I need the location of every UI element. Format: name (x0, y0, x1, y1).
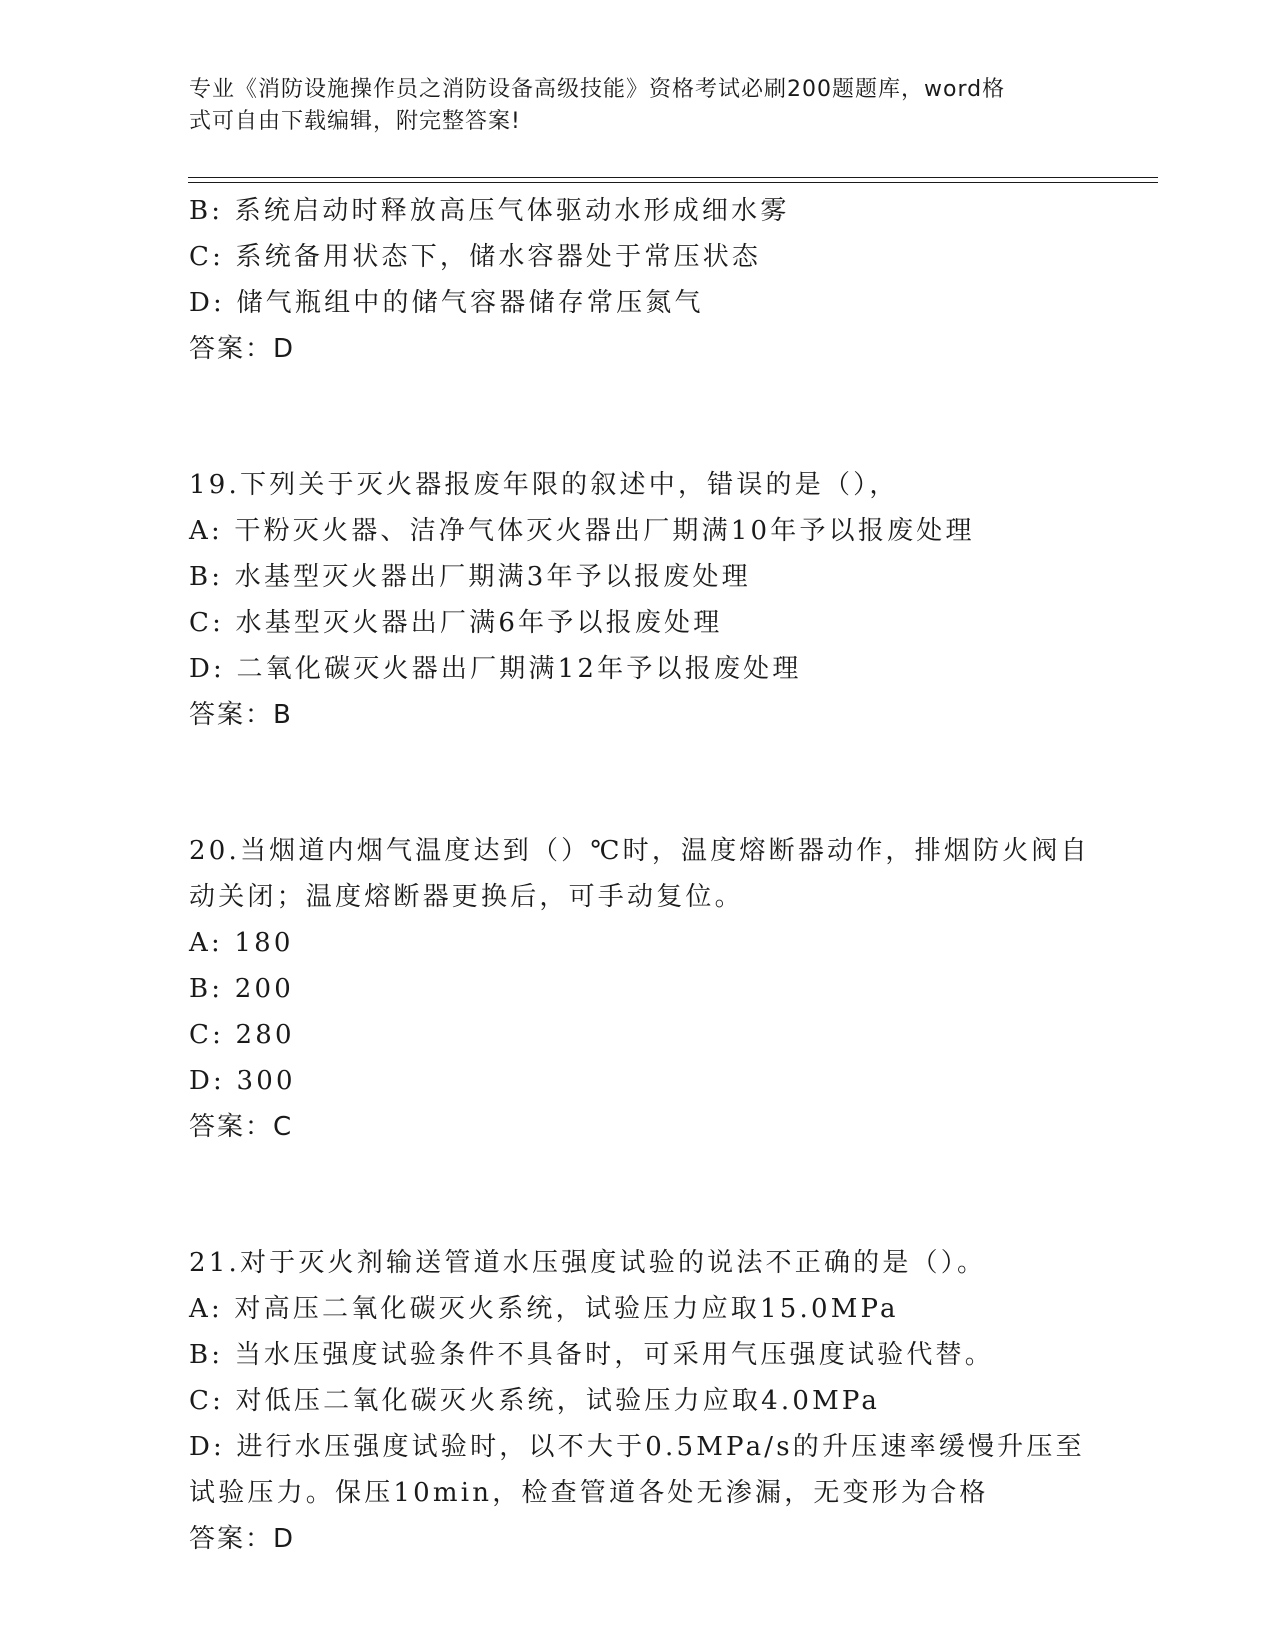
question-list (189, 188, 1089, 1562)
question-stem: 21.对于灭火剂输送管道水压强度试验的说法不正确的是（）。 (189, 1248, 987, 1278)
answer: 答案：B (189, 700, 293, 730)
question-stem-line-2: 动关闭；温度熔断器更换后，可手动复位。 (189, 882, 744, 912)
question-20 (189, 828, 1089, 1150)
question-19 (189, 462, 1089, 738)
spacer (189, 738, 1089, 828)
answer: 答案：D (189, 1524, 296, 1554)
header-line-2: 式可自由下载编辑，附完整答案! (189, 109, 521, 134)
option-c: C: 对低压二氧化碳灭火系统，试验压力应取4.0MPa (189, 1386, 881, 1416)
option-a: A: 180 (189, 928, 294, 958)
option-d-line-1: D: 进行水压强度试验时，以不大于0.5MPa/s的升压速率缓慢升压至 (189, 1432, 1085, 1462)
spacer (189, 1150, 1089, 1240)
document-header (189, 74, 1069, 138)
option-b: B: 当水压强度试验条件不具备时，可采用气压强度试验代替。 (189, 1340, 994, 1370)
question-stem: 19.下列关于灭火器报废年限的叙述中，错误的是（）， (189, 470, 899, 500)
question-21 (189, 1240, 1089, 1562)
option-d: D: 储气瓶组中的储气容器储存常压氮气 (189, 288, 704, 318)
option-a: A: 干粉灭火器、洁净气体灭火器出厂期满10年予以报废处理 (189, 516, 975, 546)
answer: 答案：C (189, 1112, 294, 1142)
spacer (189, 372, 1089, 462)
option-c: C: 系统备用状态下，储水容器处于常压状态 (189, 242, 762, 272)
question-stem-line-1: 20.当烟道内烟气温度达到（）℃时，温度熔断器动作，排烟防火阀自 (189, 836, 1090, 866)
option-b: B: 水基型灭火器出厂期满3年予以报废处理 (189, 562, 751, 592)
option-b: B: 系统启动时释放高压气体驱动水形成细水雾 (189, 196, 790, 226)
option-d-line-2: 试验压力。保压10min，检查管道各处无渗漏，无变形为合格 (189, 1478, 989, 1508)
header-line-1: 专业《消防设施操作员之消防设备高级技能》资格考试必刷200题题库，word格 (189, 77, 1006, 102)
option-a: A: 对高压二氧化碳灭火系统，试验压力应取15.0MPa (189, 1294, 899, 1324)
header-divider-top (188, 177, 1158, 178)
option-d: D: 二氧化碳灭火器出厂期满12年予以报废处理 (189, 654, 802, 684)
option-d: D: 300 (189, 1066, 296, 1096)
option-c: C: 280 (189, 1020, 295, 1050)
option-c: C: 水基型灭火器出厂满6年予以报废处理 (189, 608, 723, 638)
option-b: B: 200 (189, 974, 294, 1004)
question-18-tail (189, 188, 1089, 372)
answer: 答案：D (189, 334, 296, 364)
header-divider-bottom (188, 182, 1158, 183)
